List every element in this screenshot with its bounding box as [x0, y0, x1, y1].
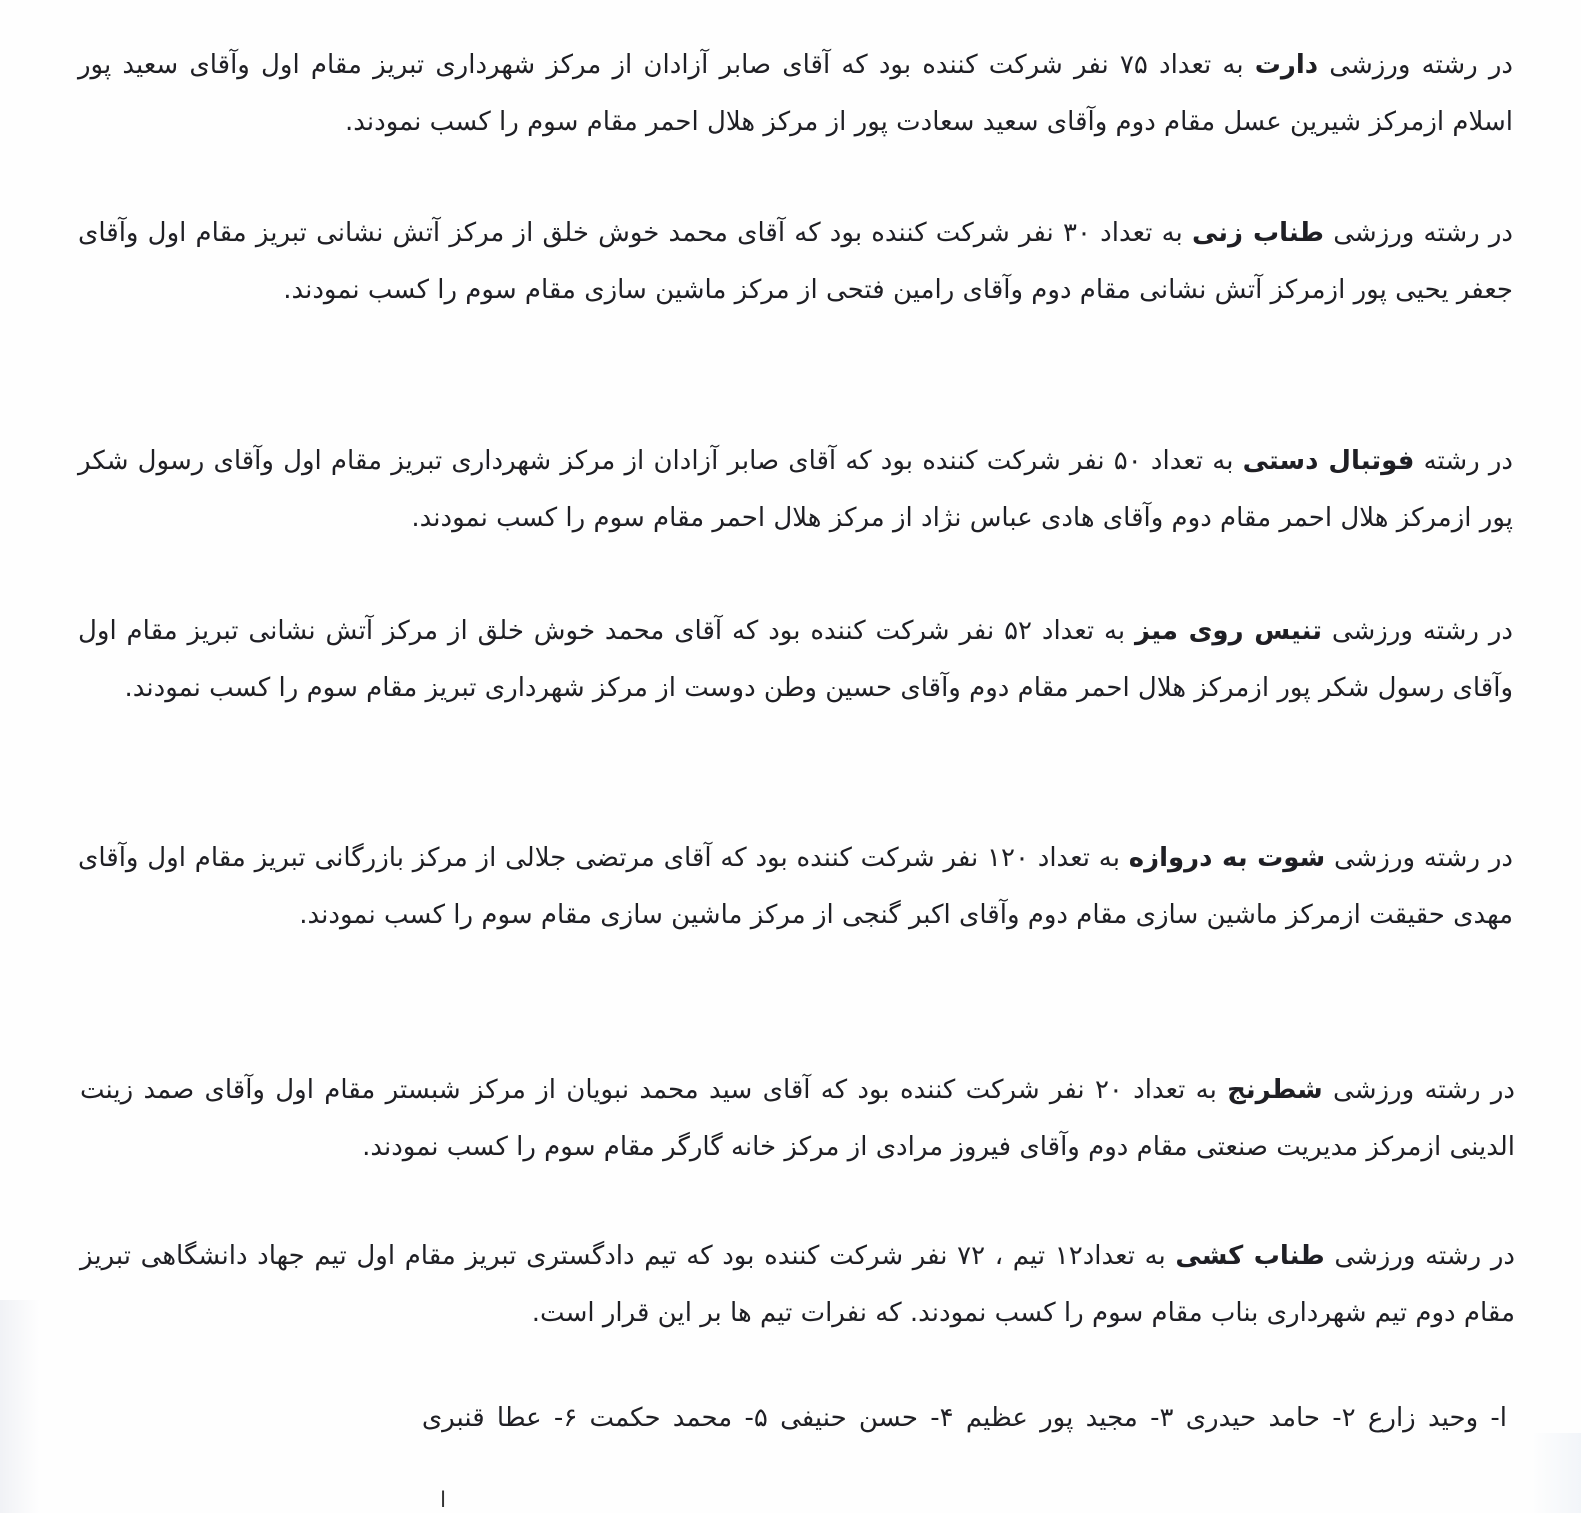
scan-shadow [0, 1300, 40, 1513]
paragraph-intro: در رشته ورزشی [1324, 1241, 1516, 1271]
paragraph-foosball [78, 433, 1513, 547]
sport-name: طناب زنی [1191, 218, 1324, 248]
sport-name: شطرنج [1227, 1075, 1323, 1105]
team-members-list: ا- وحید زارع ۲- حامد حیدری ۳- مجید پور عظیم ۴- حسن حنیفی ۵- محمد حکمت ۶- عطا قنبری [421, 1403, 1507, 1433]
paragraph-body: به تعداد ۷۵ نفر شرکت کننده بود که آقای صابر آزادان از مرکز شهرداری تبریز مقام اول وآقای سعید پور اسلام ازمرکز شیرین عسل مقام دوم وآقای سعید سعادت پور از مرکز هلال احمر مقام سوم را کسب نمودند. [78, 50, 1513, 137]
paragraph-body: به تعداد ۱۲۰ نفر شرکت کننده بود که آقای مرتضی جلالی از مرکز بازرگانی تبریز مقام اول وآقای مهدی حقیقت ازمرکز ماشین سازی مقام دوم وآقای اکبر گنجی از مرکز ماشین سازی مقام سوم را کسب نمودند. [78, 843, 1513, 930]
sport-name: دارت [1254, 50, 1319, 80]
paragraph-intro: در رشته ورزشی [1321, 616, 1513, 646]
paragraph-table-tennis [78, 603, 1513, 717]
paragraph-body: به تعداد ۲۰ نفر شرکت کننده بود که آقای سید محمد نبویان از مرکز شبستر مقام اول وآقای صمد زینت الدینی ازمرکز مدیریت صنعتی مقام دوم وآقای فیروز مرادی از مرکز خانه گارگر مقام سوم را کسب نمودند. [80, 1075, 1515, 1162]
paragraph-body: به تعداد۱۲ تیم ، ۷۲ نفر شرکت کننده بود که تیم دادگستری تبریز مقام اول تیم جهاد دانشگاهی تبریز مقام دوم تیم شهرداری بناب مقام سوم را کسب نمودند. که نفرات تیم ها بر این قرار است. [80, 1241, 1515, 1328]
paragraph-penalty-shot [78, 830, 1513, 944]
paragraph-body: به تعداد ۵۰ نفر شرکت کننده بود که آقای صابر آزادان از مرکز شهرداری تبریز مقام اول وآقای رسول شکر پور ازمرکز هلال احمر مقام دوم وآقای هادی عباس نژاد از مرکز هلال احمر مقام سوم را کسب نمودند. [78, 446, 1513, 533]
paragraph-tug-of-war [80, 1228, 1515, 1342]
paragraph-body: به تعداد ۳۰ نفر شرکت کننده بود که آقای محمد خوش خلق از مرکز آتش نشانی تبریز مقام اول وآقای جعفر یحیی پور ازمرکز آتش نشانی مقام دوم وآقای رامین فتحی از مرکز ماشین سازی مقام سوم را کسب نمودند. [78, 218, 1513, 305]
sport-name: فوتبال دستی [1242, 446, 1415, 476]
cut-off-text-mark: ا [440, 1488, 447, 1513]
scan-corner-shadow [1531, 1433, 1581, 1513]
paragraph-intro: در رشته ورزشی [1324, 218, 1513, 248]
sport-name: تنیس روی میز [1135, 616, 1322, 646]
paragraph-intro: در رشته ورزشی [1322, 1075, 1515, 1105]
paragraph-body: به تعداد ۵۲ نفر شرکت کننده بود که آقای محمد خوش خلق از مرکز آتش نشانی تبریز مقام اول وآقای رسول شکر پور ازمرکز هلال احمر مقام دوم وآقای حسین وطن دوست از مرکز شهرداری تبریز مقام سوم را کسب نمودند. [78, 616, 1513, 703]
paragraph-chess [80, 1062, 1515, 1176]
paragraph-intro: در رشته ورزشی [1318, 50, 1514, 80]
paragraph-intro: در رشته [1414, 446, 1514, 476]
sport-name: طناب کشی [1175, 1241, 1325, 1271]
paragraph-jump-rope [78, 205, 1513, 319]
paragraph-intro: در رشته ورزشی [1325, 843, 1513, 873]
paragraph-darts [78, 37, 1513, 151]
sport-name: شوت به دروازه [1128, 843, 1326, 873]
